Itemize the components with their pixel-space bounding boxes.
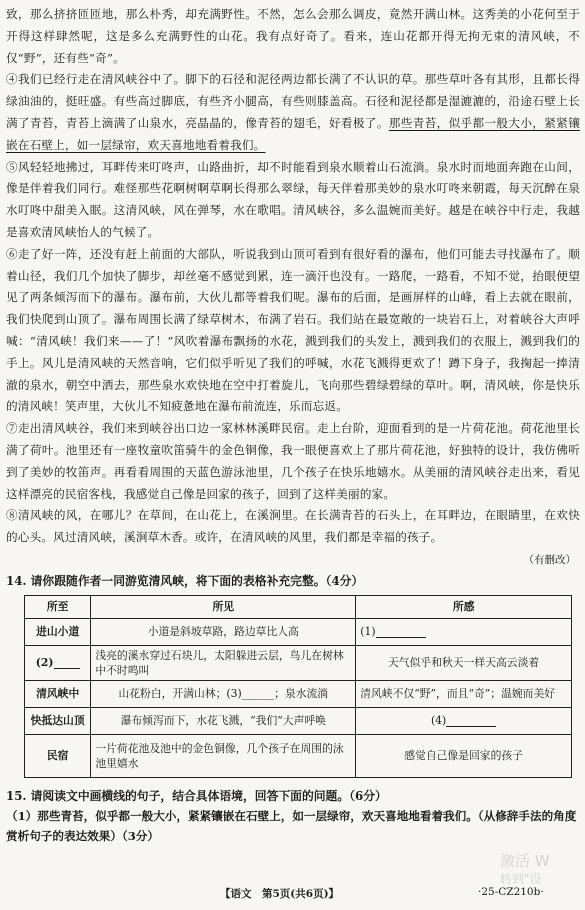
row-place[interactable] [25, 645, 91, 680]
row-place: 民宿 [25, 734, 91, 777]
table-row [25, 680, 572, 707]
row-felt: 感觉自己像是回家的孩子 [356, 734, 572, 777]
answer-blank[interactable] [54, 656, 80, 669]
watermark-line-1: 激活 W [500, 852, 550, 870]
blank-label: (4) [430, 714, 447, 728]
row-felt: 清风峡不仅“野”，而且“奇”；温婉而美好 [356, 680, 572, 707]
header-felt: 所感 [356, 595, 572, 618]
row-seen: 一片荷花池及池中的金色铜像，几个孩子在周围的泳池里嬉水 [91, 734, 356, 777]
paper-code: ·25-CZ210b· [478, 886, 544, 898]
row-felt[interactable] [356, 618, 572, 645]
blank-label: (1) [360, 625, 376, 639]
row-seen: 小道是斜坡草路，路边草比人高 [91, 618, 356, 645]
table-row [25, 645, 572, 680]
answer-blank[interactable] [376, 625, 426, 638]
row-seen[interactable]: 山花粉白，开满山林；(3)______；泉水流淌 [91, 680, 356, 707]
header-place: 所至 [25, 595, 91, 618]
table-row [25, 618, 572, 645]
question-15-sub-1: （1）那些青苔，似乎都一般大小，紧紧镶嵌在石壁上，如一层绿帘，欢天喜地地看着我们。（从修辞手法的角度赏析句子的表达效果）（3分） [6, 808, 577, 843]
question-14-table [24, 595, 572, 778]
row-felt[interactable] [356, 707, 572, 734]
watermark-line-2: 转到"设 [500, 872, 542, 886]
exam-page [6, 4, 580, 846]
activation-watermark [500, 852, 550, 888]
table-row [25, 707, 572, 734]
question-15-stem: 15. 请阅读文中画横线的句子，结合具体语境，回答下面的问题。（6分） [6, 788, 387, 803]
table-row [25, 734, 572, 777]
paragraph-7: ⑦走出清风峡谷，我们来到峡谷出口边一家林林溪畔民宿。走上台阶，迎面看到的是一片荷花池。荷花池里长满了荷叶。池里还有一座牧童吹笛骑牛的金色铜像，我一眼便喜欢上了那片荷花池，好独特的设计，我仿佛听到了美妙的牧笛声。再看看周围的天蓝色游泳池里，几个孩子在快乐地嬉水。从美丽的清风峡谷走出来，看见这样漂亮的民宿客栈，我感觉自己像是回家的孩子，回到了这样美丽的家。 [6, 421, 580, 501]
paragraph-6: ⑥走了好一阵，还没有赶上前面的大部队，听说我到山顶可看到有很好看的瀑布，他们可能去寻找瀑布了。顺着山径，我们几个加快了脚步，却丝毫不感觉到累，连一滴汗也没有。一路爬，一路看，不知不觉，抬眼便望见了两条倾泻而下的瀑布。瀑布前，大伙儿都等着我们呢。瀑布的后面，是画屏样的山峰，看上去就在眼前，我们快爬到山顶了。瀑布周围长满了绿草树木，布满了岩石。我们站在最宽敞的一块岩石上，对着峡谷大声呼喊：“清风峡！我们来——了！”风吹着瀑布飘扬的水花，溅到我们的头发上，溅到我们的衣服上，溅到我们的手上。风儿是清风峡的天然音响，它们似乎听见了我们的呼喊，水花飞溅得更欢了！蹲下身子，我掬起一捧清澈的泉水，朝空中洒去，那些泉水欢快地在空中打着旋儿，飞向那些碧绿碧绿的草叶。啊，清风峡，你是快乐的清风峡！笑声里，大伙儿不知疲惫地在瀑布前流连，乐而忘返。 [6, 246, 580, 414]
paragraph-3-end: 致，那么挤挤匝匝地，那么朴秀，却充满野性。不然，怎么会那么调皮，竟然开满山林。这秀美的小花何至于开得这样肆然呢，这是多么充满野性的山花。我有点好奇了。看来，连山花都开得无拘无束的清风峡，不仅“野”，还有些“奇”。 [6, 7, 580, 65]
paragraph-5: ⑤风轻轻地拂过，耳畔传来叮咚声，山路曲折，却不时能看到泉水顺着山石流淌。泉水时而地面奔跑在山间，像是伴着我们同行。难怪那些花啊树啊草啊长得那么翠绿，每天伴着那美妙的泉水叮咚来朝霞，每天沉醉在泉水叮咚中甜美入眠。这清风峡，风在弹琴，水在歌唱。清风峡谷，多么温婉而美好。越是在峡谷中行走，我越是喜欢清风峡怡人的气候了。 [6, 159, 580, 239]
paragraph-4-text: ④我们已经行走在清风峡谷中了。脚下的石径和泥径两边都长满了不认识的草。那些草叶各有其形，且都长得绿油油的，挺旺盛。有些高过脚底，有些齐小腿高，有些则膝盖高。石径和泥径都是湿漉漉的，沿途石壁上长满了青苔，青苔上滴满了山泉水，亮晶晶的，像青苔的翅毛，好看极了。 [6, 72, 580, 130]
blank-label: (2) [35, 656, 54, 670]
underlined-sentence: 那些青苔，似乎都一般大小，紧紧镶嵌在石壁上，如一层绿帘，欢天喜地地看着我们。 [6, 115, 581, 152]
row-place: 快抵达山顶 [25, 707, 91, 734]
row-place: 清风峡中 [25, 680, 91, 707]
header-seen: 所见 [91, 595, 356, 618]
row-seen: 瀑布倾泻而下，水花飞溅，“我们”大声呼唤 [91, 707, 356, 734]
paragraph-8: ⑧清风峡的风，在哪儿？在草间，在山花上，在溪涧里。在长满青苔的石头上，在耳畔边，在眼睛里，在欢快的心头。风过清风峡，溪涧草木香。或许，在清风峡的风里，我们都是幸福的孩子。 [6, 508, 580, 545]
question-14-stem: 14. 请你跟随作者一同游览清风峡，将下面的表格补充完整。（4分） [6, 573, 364, 588]
edit-note: （有删改） [523, 553, 576, 566]
page-number: 【语文 第5页(共6页)】 [220, 888, 340, 900]
row-place: 进山小道 [25, 618, 91, 645]
row-felt: 天气似乎和秋天一样天高云淡着 [356, 645, 572, 680]
paragraph-4 [6, 69, 580, 156]
row-seen: 浅亮的溪水穿过石块儿，太阳躲进云层，鸟儿在树林中不时鸣叫 [91, 645, 356, 680]
answer-blank[interactable] [446, 714, 496, 727]
table-header-row [25, 595, 572, 618]
